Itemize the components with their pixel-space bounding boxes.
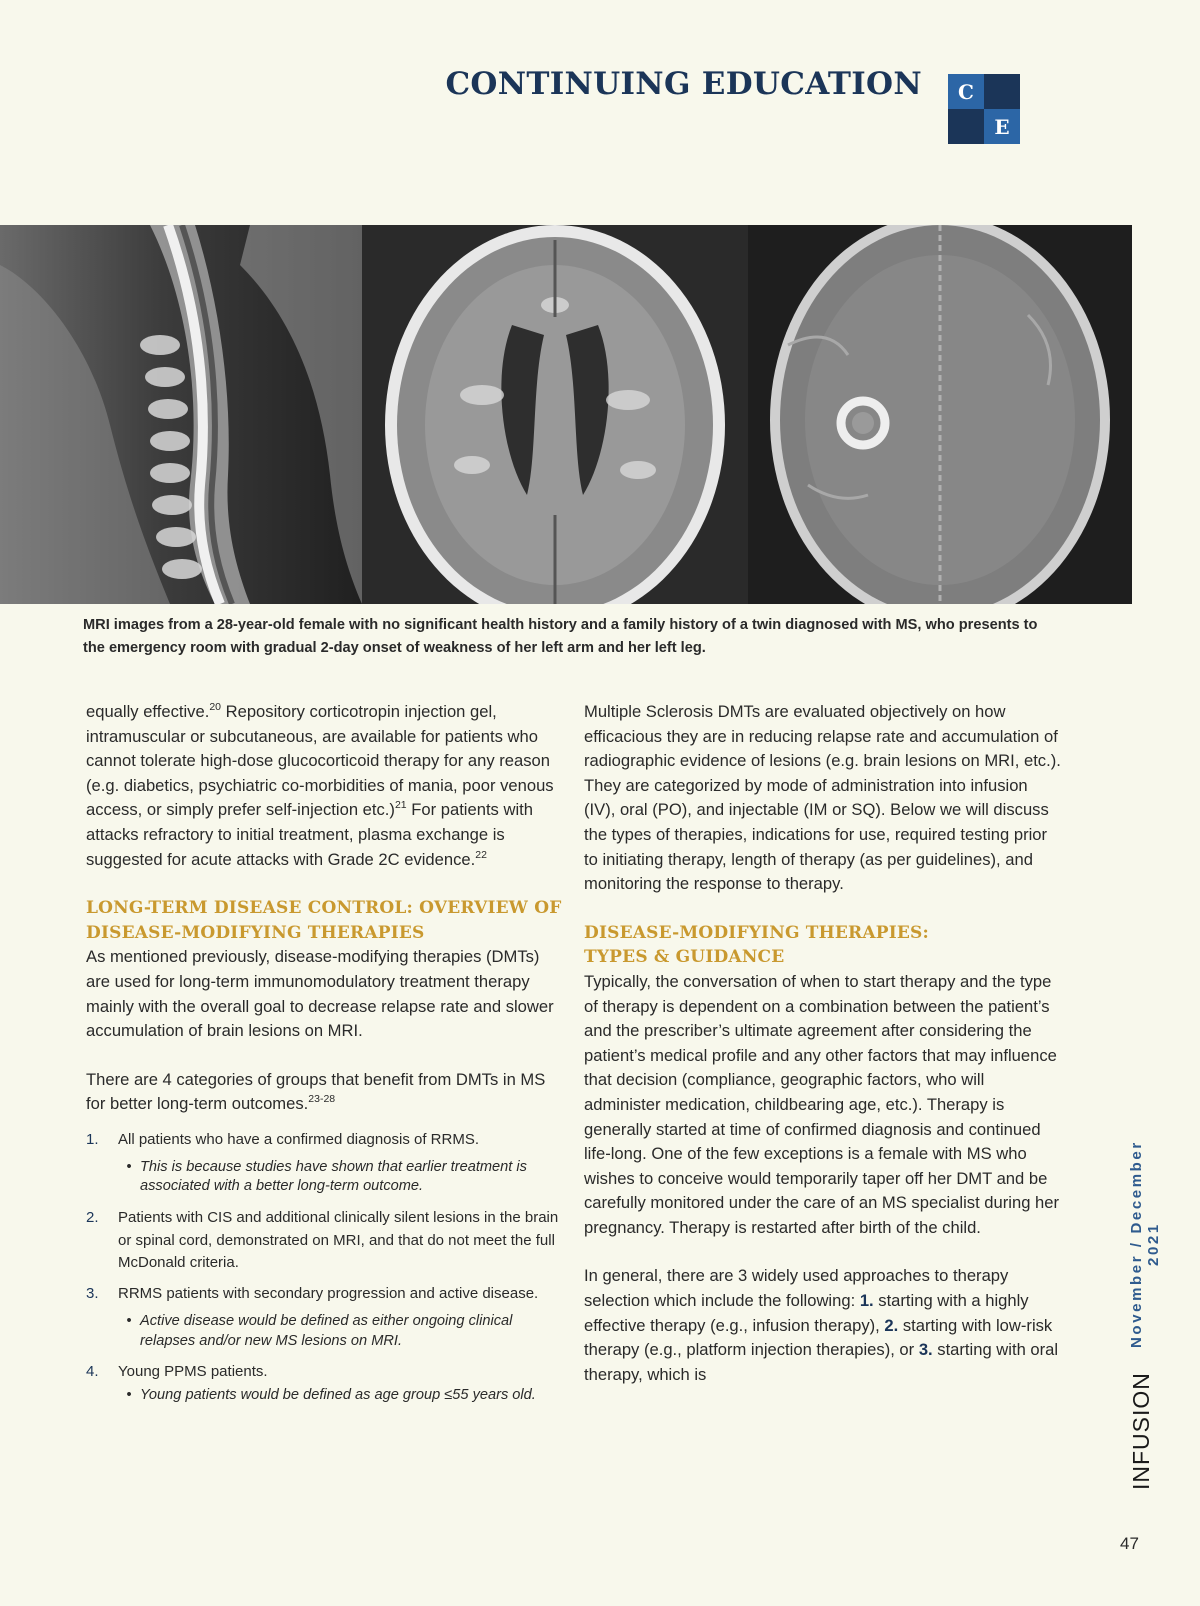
types-guidance-heading-line2: TYPES & GUIDANCE <box>584 947 785 968</box>
intro-paragraph <box>86 700 564 872</box>
figure-caption: MRI images from a 28-year-old female with no significant health history and a family history of a twin diagnosed with MS, who presents to the emergency room with gradual 2-day onset of weakness of her left arm and her left leg. <box>83 617 1038 656</box>
mri-spine-sagittal-image <box>0 225 362 604</box>
list-subitem-text: This is because studies have shown that earlier treatment is associated with a better long-term outcome. <box>140 1158 527 1195</box>
ce-badge-tile <box>948 109 984 144</box>
mri-image-strip <box>0 225 1132 604</box>
dmt-overview-paragraph: As mentioned previously, disease-modifying therapies (DMTs) are used for long-term immunomodulatory treatment therapy mainly with the overall goal to decrease relapse rate and slower accumulation of brain lesions on MRI. <box>86 947 554 1041</box>
long-term-heading <box>86 896 564 945</box>
left-column <box>86 700 564 1416</box>
list-item-number: 1. <box>86 1130 99 1148</box>
categories-intro-text: There are 4 categories of groups that benefit from DMTs in MS for better long-term outcomes. <box>86 1069 546 1114</box>
right-column <box>584 700 1062 1387</box>
list-item <box>86 1283 564 1353</box>
intro-text-2: Repository corticotropin injection gel, intramuscular or subcutaneous, are available for patients who cannot tolerate high-dose glucocorticoid therapy for any reason (e.g. diabetics, psychiatric co-morbidities of mania, poor venous access, or simply prefer self-injection etc.) <box>86 702 554 820</box>
list-item-text: All patients who have a confirmed diagnosis of RRMS. <box>118 1130 480 1148</box>
ce-badge-e: E <box>984 109 1020 144</box>
intro-text-1: equally effective. <box>86 702 210 721</box>
ce-badge-tile <box>984 74 1020 109</box>
categories-intro-paragraph <box>86 1068 564 1117</box>
intro-text-3: For patients with attacks refractory to initial treatment, plasma exchange is suggested for acute attacks with Grade 2C evidence. <box>86 800 533 869</box>
long-term-heading-line1: LONG-TERM DISEASE CONTROL: OVERVIEW OF <box>86 898 562 919</box>
list-item-text: RRMS patients with secondary progression and active disease. <box>118 1285 539 1303</box>
citation-20: 20 <box>209 701 221 713</box>
list-subitem <box>118 1312 564 1351</box>
approaches-text-1: In general, there are 3 widely used approaches to therapy selection which include the following: <box>584 1266 1009 1311</box>
approach-number-1: 1. <box>859 1291 874 1311</box>
types-guidance-heading-line1: DISEASE-MODIFYING THERAPIES: <box>584 922 930 943</box>
dmt-evaluation-paragraph: Multiple Sclerosis DMTs are evaluated objectively on how efficacious they are in reducing relapse rate and accumulation of radiographic evidence of lesions (e.g. brain lesions on MRI, etc.). They are categorized by mode of administration into infusion (IV), oral (PO), and injectable (IM or SQ). Below we will discuss the types of therapies, indications for use, required testing prior to initiating therapy, length of therapy (as per guidelines), and monitoring the response to therapy. <box>584 702 1061 894</box>
long-term-heading-line2: DISEASE-MODIFYING THERAPIES <box>86 922 425 943</box>
section-title: CONTINUING EDUCATION <box>445 66 922 102</box>
list-item-number: 4. <box>86 1363 99 1381</box>
list-subitem <box>118 1386 564 1406</box>
page-number: 47 <box>1120 1534 1139 1553</box>
approach-number-3: 3. <box>918 1340 933 1360</box>
list-item-text: Patients with CIS and additional clinically silent lesions in the brain or spinal cord, demonstrated on MRI, and that do not meet the full McDonald criteria. <box>118 1208 559 1272</box>
list-item <box>86 1361 564 1407</box>
citation-21: 21 <box>394 799 407 812</box>
list-item <box>86 1207 564 1275</box>
issue-date: November / December 2021 <box>1128 1140 1162 1348</box>
list-item-text: Young PPMS patients. <box>118 1363 268 1381</box>
types-guidance-heading <box>584 921 1062 970</box>
therapy-conversation-paragraph: Typically, the conversation of when to start therapy and the type of therapy is dependent on a combination between the patient’s and the prescriber’s ultimate agreement after considering the patient’s medical profile and any other factors that may influence that decision (compliance, geographic factors, who will administer medication, childbearing age, etc.). Therapy is generally started at time of confirmed diagnosis and continued life-long. One of the few exceptions is a female with MS who wishes to conceive would temporarily taper off her DMT and be carefully monitored under the care of an MS specialist during her pregnancy. Therapy is restarted after birth of the child. <box>584 971 1060 1237</box>
citation-23-28: 23-28 <box>308 1093 336 1106</box>
categories-list <box>86 1129 564 1408</box>
bullet-icon: • <box>126 1387 132 1404</box>
mri-brain-contrast-image <box>748 225 1132 604</box>
approaches-text-2: starting with a highly effective therapy (e.g., infusion therapy), <box>584 1291 1029 1335</box>
list-item <box>86 1129 564 1199</box>
approaches-paragraph <box>584 1264 1062 1387</box>
list-item-number: 2. <box>86 1208 99 1226</box>
list-subitem <box>118 1158 564 1197</box>
magazine-logo: INFUSION <box>1128 1372 1154 1490</box>
approaches-text-4: starting with oral therapy, which is <box>584 1340 1059 1384</box>
mri-brain-flair-image <box>362 225 748 604</box>
bullet-icon: • <box>126 1313 132 1330</box>
list-subitem-text: Young patients would be defined as age group ≤55 years old. <box>140 1387 536 1404</box>
list-subitem-text: Active disease would be defined as either ongoing clinical relapses and/or new MS lesions on MRI. <box>140 1313 513 1349</box>
approach-number-2: 2. <box>884 1315 899 1335</box>
ce-badge-logo <box>948 74 1020 144</box>
bullet-icon: • <box>126 1158 132 1175</box>
list-item-number: 3. <box>86 1285 99 1303</box>
ce-badge-c: C <box>948 74 984 109</box>
approaches-text-3: starting with low-risk therapy (e.g., platform injection therapies), or <box>584 1315 1053 1360</box>
citation-22: 22 <box>475 848 487 861</box>
